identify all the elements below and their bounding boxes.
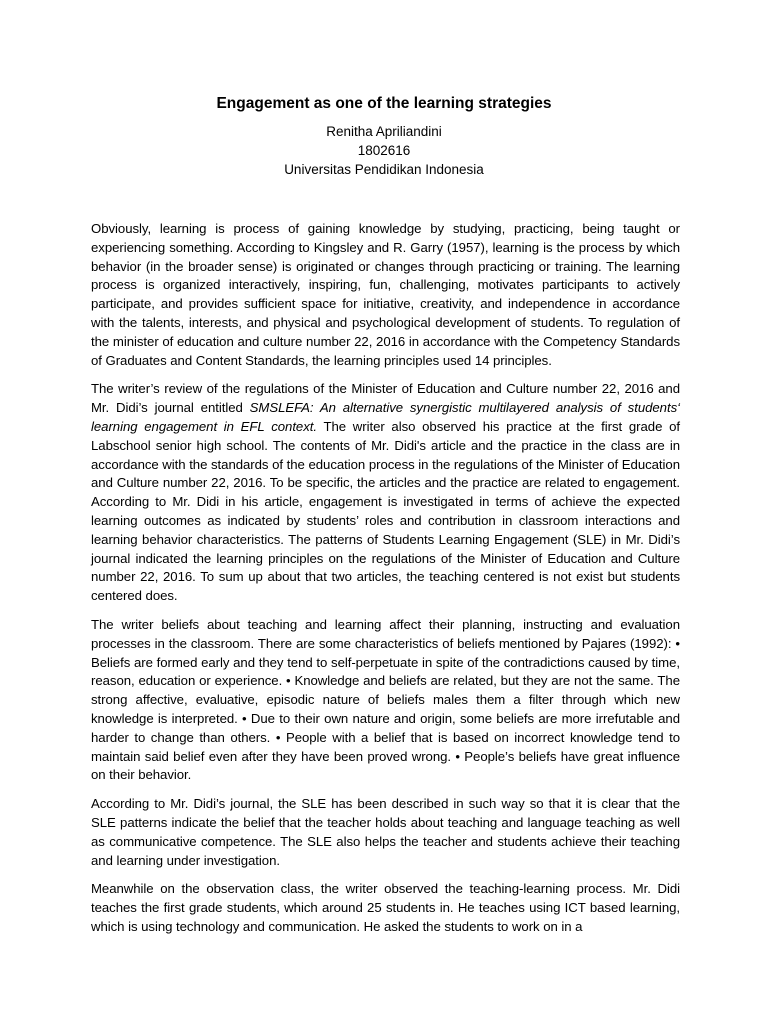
document-header: [0, 94, 768, 179]
document-title: Engagement as one of the learning strategies: [216, 95, 552, 112]
document-body: [91, 220, 680, 947]
paragraph-5: Meanwhile on the observation class, the writer observed the teaching-learning process. Mr. Didi teaches the first grade students, which around 25 students in. He teaches using ICT based learning, which is using technology and communication. He asked the students to work on in a: [91, 881, 680, 934]
student-id: 1802616: [357, 143, 411, 158]
paragraph-3: The writer beliefs about teaching and learning affect their planning, instructing and evaluation processes in the classroom. There are some characteristics of beliefs mentioned by Pajares (1992): • Beliefs are formed early and they tend to self-perpetuate in spite of the contradictions caused by time, reason, education or experience. • Knowledge and beliefs are related, but they are not the same. The strong affective, evaluative, episodic nature of beliefs males them a filter through which new knowledge is interpreted. • Due to their own nature and origin, some beliefs are more irrefutable and harder to change than others. • People with a belief that is based on incorrect knowledge tend to maintain said belief even after they have been proved wrong. • People’s beliefs have great influence on their behavior.: [91, 616, 680, 783]
paragraph-2-rest: The writer also observed his practice at the first grade of Labschool senior high school. The contents of Mr. Didi's article and the practice in the class are in accordance with the standards of the education process in the regulations of the Minister of Education and Culture number 22, 2016. To be specific, the articles and the practice are related to engagement. According to Mr. Didi in his article, engagement is investigated in terms of achieve the expected learning outcomes as indicated by students’ roles and contribution in classroom interactions and learning behavior characteristics. The patterns of Students Learning Engagement (SLE) in Mr. Didi’s journal indicated the learning principles on the regulations of the Minister of Education and Culture number 22, 2016. To sum up about that two articles, the teaching centered is not exist but students centered does.: [91, 418, 680, 604]
author-name: Renitha Apriliandini: [326, 124, 442, 139]
paragraph-2: [91, 380, 680, 606]
paragraph-1: Obviously, learning is process of gaining knowledge by studying, practicing, being taught or experiencing something. According to Kingsley and R. Garry (1957), learning is the process by which behavior (in the broader sense) is originated or changes through practicing or training. The learning process is organized interactively, inspiring, fun, challenging, motivates participants to actively participate, and provides sufficient space for initiative, creativity, and independence in accordance with the talents, interests, and physical and psychological development of students. To regulation of the minister of education and culture number 22, 2016 in accordance with the Competency Standards of Graduates and Content Standards, the learning principles used 14 principles.: [91, 221, 680, 368]
paragraph-4: According to Mr. Didi’s journal, the SLE has been described in such way so that it is clear that the SLE patterns indicate the belief that the teacher holds about teaching and language teaching as well as communicative competence. The SLE also helps the teacher and students achieve their teaching and learning under investigation.: [91, 796, 680, 868]
journal-title-italic: SMSLEFA: An alternative synergistic multilayered analysis of students‘ learning engagement in EFL context.: [91, 400, 680, 434]
paragraph-2-intro: The writer’s review of the regulations of the Minister of Education and Culture number 22, 2016 and Mr. Didi’s journal entitled: [91, 381, 680, 416]
institution-name: Universitas Pendidikan Indonesia: [284, 162, 484, 177]
